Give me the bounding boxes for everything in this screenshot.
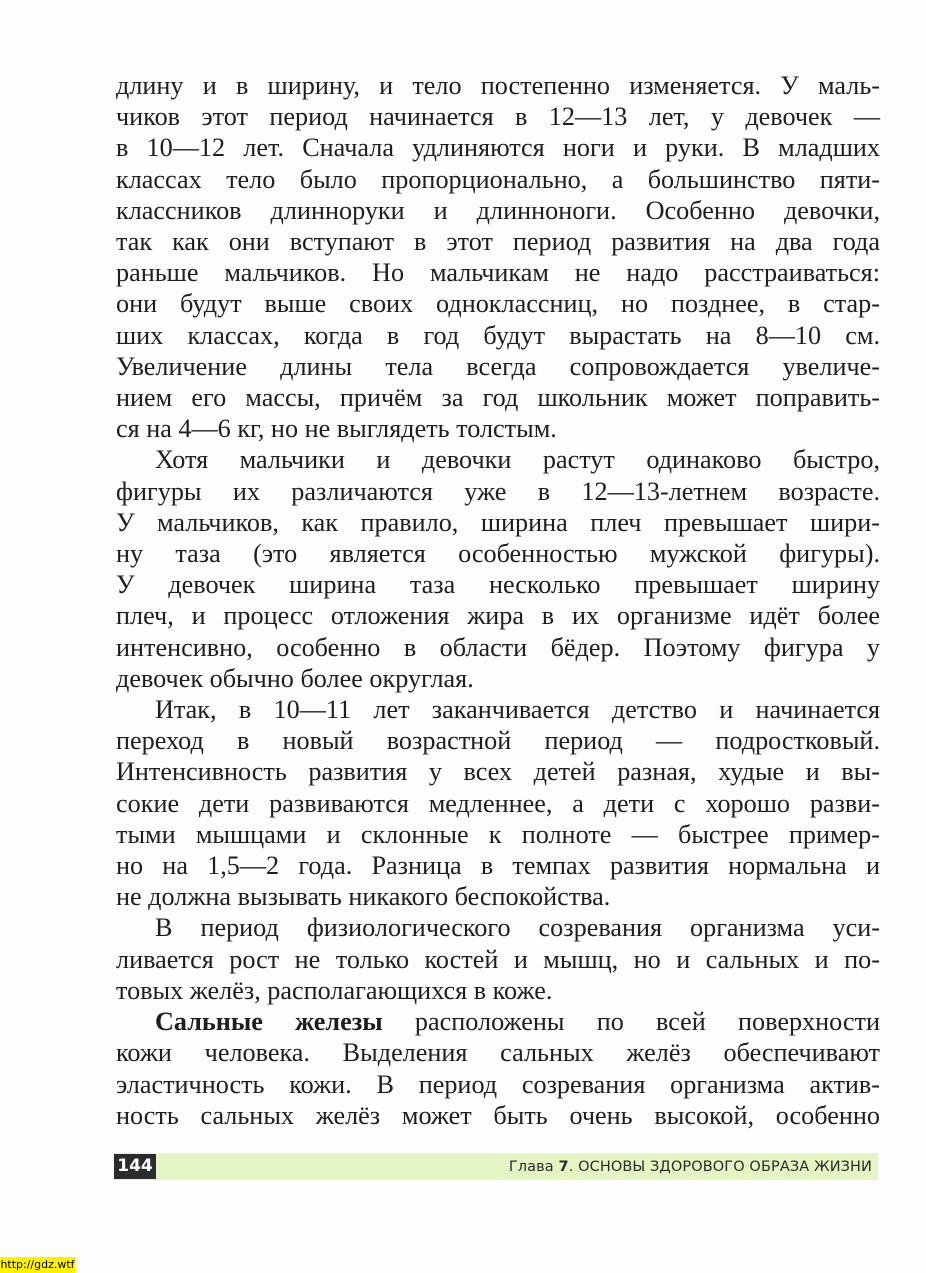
text-line: кожи человека. Выделения сальных желёз обеспечивают [116,1038,880,1068]
text-line: так как они вступают в этот период развития на два года [116,227,880,257]
text-fragment: расположены по всей поверхности [382,1007,880,1037]
text-line: ну таза (это является особенностью мужской фигуры). [116,539,880,569]
text-line: Итак, в 10—11 лет заканчивается детство и начинается [155,695,880,725]
text-line: они будут выше своих одноклассниц, но позднее, в стар- [116,289,880,319]
text-line: классников длинноруки и длинноноги. Особенно девочки, [116,195,880,225]
text-line: товых желёз, располагающихся в коже. [116,975,553,1005]
chapter-title: . ОСНОВЫ ЗДОРОВОГО ОБРАЗА ЖИЗНИ [568,1159,872,1175]
text-line: Увеличение длины тела всегда сопровождается увеличе- [116,351,880,381]
text-line: нием его массы, причём за год школьник может поправить- [116,383,880,413]
chapter-prefix: Глава [508,1159,559,1175]
text-line: фигуры их различаются уже в 12—13-летнем возрасте. [116,476,880,506]
text-line: раньше мальчиков. Но мальчикам не надо расстраиваться: [116,258,880,288]
text-line: Интенсивность развития у всех детей разная, худые и вы- [116,757,880,787]
text-line: тыми мышцами и склонные к полноте — быстрее пример- [116,819,880,849]
text-line: классах тело было пропорционально, а большинство пяти- [116,164,880,194]
text-line: в 10—12 лет. Сначала удлиняются ноги и руки. В младших [116,133,880,163]
chapter-number: 7 [558,1159,569,1175]
page-number: 144 [114,1154,156,1179]
text-line: эластичность кожи. В период созревания организма актив- [116,1069,880,1099]
text-line: У девочек ширина таза несколько превышает ширину [116,570,880,600]
text-line: девочек обычно более округлая. [116,663,474,693]
text-line: В период физиологического созревания организма уси- [155,913,880,943]
text-line: У мальчиков, как правило, ширина плеч превышает шири- [116,507,880,537]
text-line: Хотя мальчики и девочки растут одинаково быстро, [155,445,880,475]
text-line: ших классах, когда в год будут вырастать на 8—10 см. [116,320,880,350]
body-text [116,70,880,1131]
text-line: ность сальных желёз может быть очень высокой, особенно [116,1100,880,1130]
text-line: ся на 4—6 кг, но не выглядеть толстым. [116,414,557,444]
text-line: интенсивно, особенно в области бёдер. Поэтому фигура у [116,632,880,662]
text-line: переход в новый возрастной период — подростковый. [116,726,880,756]
text-line: чиков этот период начинается в 12—13 лет, у девочек — [116,102,880,132]
text-line: не должна вызывать никакого беспокойства. [116,882,611,912]
text-line: сокие дети развиваются медленнее, а дети с хорошо разви- [116,788,880,818]
text-line [116,1006,880,1037]
text-line: плеч, и процесс отложения жира в их организме идёт более [116,601,880,631]
text-line: ливается рост не только костей и мышц, но и сальных и по- [116,944,880,974]
text-line: длину и в ширину, и тело постепенно изменяется. У маль- [116,71,880,100]
chapter-running-head [509,1156,872,1179]
bold-term: Сальные железы [155,1007,383,1037]
watermark-link[interactable]: http://gdz.wtf [0,1258,75,1271]
text-line: но на 1,5—2 года. Разница в темпах развития нормальна и [116,851,880,881]
